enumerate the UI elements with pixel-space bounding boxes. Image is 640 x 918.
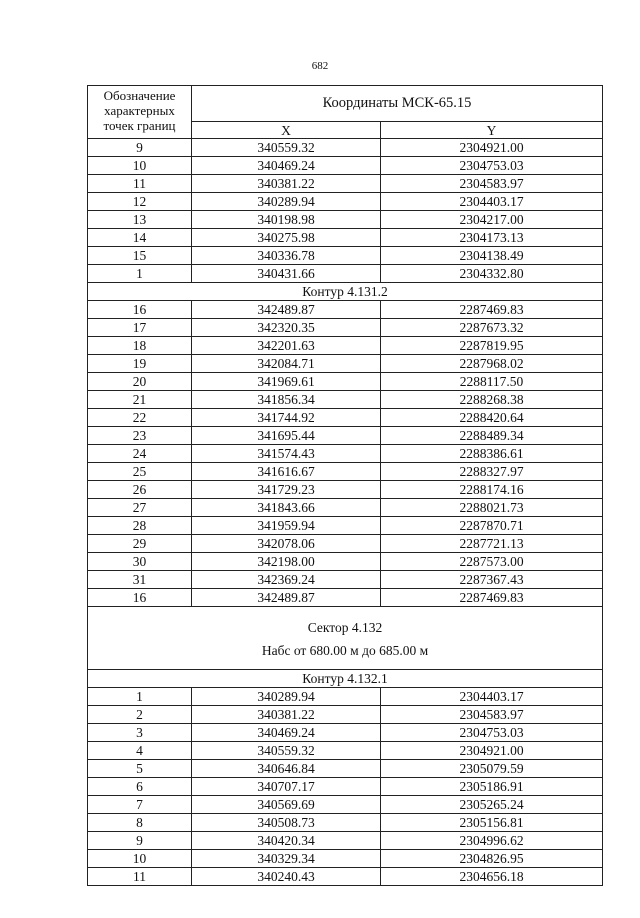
y-coordinate-cell: 2304753.03 <box>381 724 603 742</box>
point-number-cell: 9 <box>88 139 192 157</box>
x-coordinate-cell: 340420.34 <box>192 832 381 850</box>
table-row <box>88 724 603 742</box>
table-row <box>88 337 603 355</box>
y-coordinate-cell: 2304583.97 <box>381 706 603 724</box>
y-coordinate-cell: 2304753.03 <box>381 157 603 175</box>
point-number-cell: 11 <box>88 868 192 886</box>
x-coordinate-cell: 340569.69 <box>192 796 381 814</box>
table-row <box>88 553 603 571</box>
y-coordinate-cell: 2304921.00 <box>381 742 603 760</box>
point-number-cell: 22 <box>88 409 192 427</box>
sector-range: Набс от 680.00 м до 685.00 м <box>88 643 603 670</box>
point-number-cell: 6 <box>88 778 192 796</box>
table-row <box>88 589 603 607</box>
x-coordinate-cell: 341856.34 <box>192 391 381 409</box>
table-row <box>88 850 603 868</box>
point-number-cell: 27 <box>88 499 192 517</box>
point-number-cell: 7 <box>88 796 192 814</box>
table-row <box>88 778 603 796</box>
sector-title: Сектор 4.132 <box>88 607 603 644</box>
x-coordinate-cell: 340289.94 <box>192 688 381 706</box>
x-coordinate-cell: 340469.24 <box>192 724 381 742</box>
x-coordinate-cell: 340198.98 <box>192 211 381 229</box>
table-row <box>88 796 603 814</box>
x-column-header: X <box>192 122 381 139</box>
y-coordinate-cell: 2287573.00 <box>381 553 603 571</box>
point-number-cell: 5 <box>88 760 192 778</box>
y-coordinate-cell: 2287721.13 <box>381 535 603 553</box>
y-coordinate-cell: 2287870.71 <box>381 517 603 535</box>
x-coordinate-cell: 340381.22 <box>192 175 381 193</box>
contour-title: Контур 4.132.1 <box>88 670 603 688</box>
point-number-cell: 13 <box>88 211 192 229</box>
table-row <box>88 688 603 706</box>
y-coordinate-cell: 2304583.97 <box>381 175 603 193</box>
page-number: 682 <box>311 60 329 72</box>
x-coordinate-cell: 341574.43 <box>192 445 381 463</box>
point-number-cell: 2 <box>88 706 192 724</box>
x-coordinate-cell: 340289.94 <box>192 193 381 211</box>
section-2-rows <box>88 301 603 607</box>
x-coordinate-cell: 342084.71 <box>192 355 381 373</box>
table-row <box>88 481 603 499</box>
point-number-cell: 21 <box>88 391 192 409</box>
table-row <box>88 175 603 193</box>
table-row <box>88 832 603 850</box>
x-coordinate-cell: 342078.06 <box>192 535 381 553</box>
x-coordinate-cell: 340559.32 <box>192 742 381 760</box>
table-row <box>88 760 603 778</box>
y-coordinate-cell: 2287819.95 <box>381 337 603 355</box>
x-coordinate-cell: 341959.94 <box>192 517 381 535</box>
x-coordinate-cell: 340336.78 <box>192 247 381 265</box>
table-row <box>88 391 603 409</box>
y-coordinate-cell: 2305265.24 <box>381 796 603 814</box>
table-row <box>88 247 603 265</box>
table-row <box>88 517 603 535</box>
table-row <box>88 445 603 463</box>
point-number-cell: 1 <box>88 688 192 706</box>
x-coordinate-cell: 340329.34 <box>192 850 381 868</box>
point-number-cell: 18 <box>88 337 192 355</box>
point-number-cell: 16 <box>88 589 192 607</box>
point-number-cell: 3 <box>88 724 192 742</box>
table-row <box>88 319 603 337</box>
table-row <box>88 868 603 886</box>
point-number-cell: 14 <box>88 229 192 247</box>
x-coordinate-cell: 341969.61 <box>192 373 381 391</box>
y-coordinate-cell: 2288174.16 <box>381 481 603 499</box>
point-number-cell: 17 <box>88 319 192 337</box>
table-row <box>88 157 603 175</box>
coords-title-header: Координаты МСК-65.15 <box>192 86 603 122</box>
y-coordinate-cell: 2304656.18 <box>381 868 603 886</box>
point-number-cell: 26 <box>88 481 192 499</box>
y-coordinate-cell: 2288420.64 <box>381 409 603 427</box>
point-number-cell: 9 <box>88 832 192 850</box>
point-number-cell: 16 <box>88 301 192 319</box>
y-coordinate-cell: 2304403.17 <box>381 193 603 211</box>
section-1-rows <box>88 139 603 283</box>
point-number-cell: 23 <box>88 427 192 445</box>
point-number-cell: 20 <box>88 373 192 391</box>
x-coordinate-cell: 340508.73 <box>192 814 381 832</box>
table-header-row <box>88 86 603 122</box>
point-number-cell: 11 <box>88 175 192 193</box>
contour-row <box>88 283 603 301</box>
point-number-cell: 28 <box>88 517 192 535</box>
x-coordinate-cell: 340646.84 <box>192 760 381 778</box>
table-row <box>88 535 603 553</box>
y-coordinate-cell: 2305079.59 <box>381 760 603 778</box>
table-row <box>88 742 603 760</box>
y-coordinate-cell: 2287469.83 <box>381 589 603 607</box>
x-coordinate-cell: 340275.98 <box>192 229 381 247</box>
x-coordinate-cell: 340707.17 <box>192 778 381 796</box>
sector-range-row <box>88 643 603 670</box>
y-column-header: Y <box>381 122 603 139</box>
table-row <box>88 265 603 283</box>
y-coordinate-cell: 2304996.62 <box>381 832 603 850</box>
table-row <box>88 373 603 391</box>
y-coordinate-cell: 2288268.38 <box>381 391 603 409</box>
point-number-cell: 10 <box>88 157 192 175</box>
table-row <box>88 193 603 211</box>
x-coordinate-cell: 341616.67 <box>192 463 381 481</box>
point-label-header: Обозначение характерных точек границ <box>88 86 192 139</box>
table-row <box>88 229 603 247</box>
table-row <box>88 427 603 445</box>
section-3-rows <box>88 688 603 886</box>
y-coordinate-cell: 2287469.83 <box>381 301 603 319</box>
point-number-cell: 12 <box>88 193 192 211</box>
point-number-cell: 29 <box>88 535 192 553</box>
contour-title: Контур 4.131.2 <box>88 283 603 301</box>
x-coordinate-cell: 342198.00 <box>192 553 381 571</box>
table-row <box>88 355 603 373</box>
point-number-cell: 25 <box>88 463 192 481</box>
x-coordinate-cell: 340381.22 <box>192 706 381 724</box>
y-coordinate-cell: 2305156.81 <box>381 814 603 832</box>
x-coordinate-cell: 342369.24 <box>192 571 381 589</box>
y-coordinate-cell: 2288117.50 <box>381 373 603 391</box>
table-row <box>88 211 603 229</box>
y-coordinate-cell: 2288386.61 <box>381 445 603 463</box>
contour-row <box>88 670 603 688</box>
table-row <box>88 571 603 589</box>
y-coordinate-cell: 2304138.49 <box>381 247 603 265</box>
y-coordinate-cell: 2287367.43 <box>381 571 603 589</box>
x-coordinate-cell: 342201.63 <box>192 337 381 355</box>
point-number-cell: 4 <box>88 742 192 760</box>
y-coordinate-cell: 2305186.91 <box>381 778 603 796</box>
y-coordinate-cell: 2304826.95 <box>381 850 603 868</box>
table-row <box>88 499 603 517</box>
table-row <box>88 139 603 157</box>
x-coordinate-cell: 340431.66 <box>192 265 381 283</box>
x-coordinate-cell: 340240.43 <box>192 868 381 886</box>
point-number-cell: 30 <box>88 553 192 571</box>
x-coordinate-cell: 342489.87 <box>192 301 381 319</box>
y-coordinate-cell: 2287968.02 <box>381 355 603 373</box>
x-coordinate-cell: 341744.92 <box>192 409 381 427</box>
y-coordinate-cell: 2304921.00 <box>381 139 603 157</box>
x-coordinate-cell: 342489.87 <box>192 589 381 607</box>
coordinates-table <box>87 85 603 886</box>
y-coordinate-cell: 2304173.13 <box>381 229 603 247</box>
y-coordinate-cell: 2287673.32 <box>381 319 603 337</box>
y-coordinate-cell: 2288327.97 <box>381 463 603 481</box>
table-row <box>88 463 603 481</box>
point-number-cell: 15 <box>88 247 192 265</box>
x-coordinate-cell: 340559.32 <box>192 139 381 157</box>
table-row <box>88 706 603 724</box>
point-number-cell: 8 <box>88 814 192 832</box>
point-number-cell: 10 <box>88 850 192 868</box>
table-row <box>88 409 603 427</box>
point-number-cell: 31 <box>88 571 192 589</box>
point-number-cell: 24 <box>88 445 192 463</box>
table-row <box>88 301 603 319</box>
y-coordinate-cell: 2288489.34 <box>381 427 603 445</box>
table-row <box>88 814 603 832</box>
x-coordinate-cell: 341843.66 <box>192 499 381 517</box>
y-coordinate-cell: 2304217.00 <box>381 211 603 229</box>
x-coordinate-cell: 340469.24 <box>192 157 381 175</box>
point-number-cell: 1 <box>88 265 192 283</box>
sector-row <box>88 607 603 644</box>
x-coordinate-cell: 341695.44 <box>192 427 381 445</box>
x-coordinate-cell: 341729.23 <box>192 481 381 499</box>
x-coordinate-cell: 342320.35 <box>192 319 381 337</box>
point-number-cell: 19 <box>88 355 192 373</box>
y-coordinate-cell: 2288021.73 <box>381 499 603 517</box>
y-coordinate-cell: 2304332.80 <box>381 265 603 283</box>
y-coordinate-cell: 2304403.17 <box>381 688 603 706</box>
